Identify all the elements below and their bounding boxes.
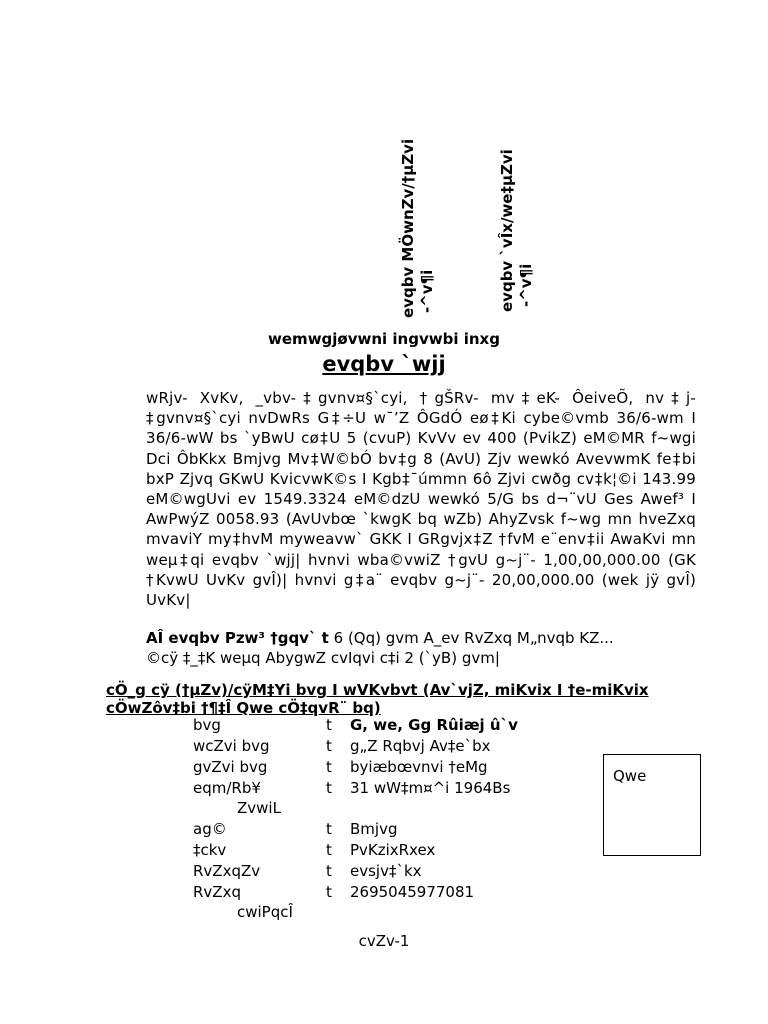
info-label: ‡ckv	[193, 841, 227, 859]
page-number: cvZv-1	[358, 932, 410, 950]
info-label: bvg	[193, 716, 221, 734]
info-label: RvZxqZv	[193, 862, 261, 880]
info-separator: t	[326, 758, 332, 776]
info-value: Bmjvg	[350, 820, 398, 838]
info-label-continuation: ZvwiL	[237, 799, 281, 817]
contract-term-line1	[146, 628, 696, 648]
info-value: PvKzixRxex	[350, 841, 436, 859]
info-separator: t	[326, 716, 332, 734]
info-label: gvZvi bvg	[193, 758, 268, 776]
contract-term-text: 6 (Qq) gvm A_ev RvZxq M„nvqb KZ...	[328, 629, 614, 647]
contract-term-label: AÎ evqbv Pzw³ †gqv` t	[146, 629, 329, 647]
info-separator: t	[326, 862, 332, 880]
info-separator: t	[326, 779, 332, 797]
body-paragraph: wRjv- XvKv, _vbv-‡gvnv¤§`cyi, †gŠRv- mv‡eK- ÔeiveÕ, nv‡j- ‡gvnv¤§`cyi nvDwRs G‡÷U w¯’Z ÔGdÓ eø‡Ki cybe©vmb 36/6-wm I 36/6-wW bs `yBwU cø‡U 5 (cvuP) KvVv ev 400 (PvikZ) eM©MR f~wgi Dci ÔbKkx Bmjvg Mv‡W©bÓ bv‡g 8 (AvU) Zjv wewkó AvevwmK fe‡bi bxP Zjvq GKwU KvicvwK©s I Kgb‡¯úmmn 6ô Zjvi cwðg cv‡k¦©i 143.99 eM©wgUvi ev 1549.3324 eM©dzU wewkó 5/G bs d¬¨vU Ges Awef³ I AwPwýZ 0058.93 (AvUvbœ `kwgK bq wZb) AhyZvsk f~wg mn hveZxq mvaviY my‡hvM myweavw` GKK I GRgvjx‡Z †fvM e¨env‡ii AwaKvi mn weµ‡qi evqbv `wjj| hvnvi wba©vwiZ †gvU g~j¨- 1,00,00,000.00 (GK †KvwU UvKv gvÎ)| hvnvi g‡a¨ evqbv g~j¨- 20,00,000.00 (wek jÿ gvÎ) UvKv|	[146, 389, 696, 610]
info-value: g„Z Rqbvj Av‡e`bx	[350, 737, 491, 755]
info-separator: t	[326, 841, 332, 859]
info-value: G, we, Gg Rûiæj û`v	[350, 716, 518, 734]
contract-term-paragraph	[146, 628, 696, 668]
info-separator: t	[326, 820, 332, 838]
contract-term-line2: ©cÿ ‡_‡K weµq AbygwZ cvIqvi c‡i 2 (`yB) gvm|	[146, 649, 500, 667]
info-value: evsjv‡`kx	[350, 862, 422, 880]
document-title: evqbv `wjj	[322, 352, 446, 376]
info-value: 31 wW‡m¤^i 1964Bs	[350, 779, 511, 797]
info-label: eqm/Rb¥	[193, 779, 261, 797]
vertical-header-line1: evqbv `vÎx/we‡µZvi	[498, 149, 516, 312]
section-heading: cÖ_g cÿ (†µZv)/cÿM‡Yi bvg I wVKvbvt (Av`vjZ, miKvix I †e-miKvix cÖwZôv‡bi †¶‡Î Qwe cÖ‡qvR¨ bq)	[106, 681, 649, 717]
vertical-header-line2: -^v¶i	[418, 269, 436, 313]
invocation-line: wemwgjøvwni ingvwbi inxg	[268, 330, 500, 348]
info-label: ag©	[193, 820, 227, 838]
vertical-header-seller-signature	[498, 149, 536, 312]
info-label-continuation: cwiPqcÎ	[237, 903, 293, 921]
info-label: RvZxq	[193, 883, 241, 901]
photo-label: Qwe	[613, 767, 647, 785]
photo-placeholder-box	[603, 754, 701, 856]
info-label: wcZvi bvg	[193, 737, 270, 755]
vertical-header-line2: -^v¶i	[517, 263, 535, 307]
info-separator: t	[326, 737, 332, 755]
info-separator: t	[326, 883, 332, 901]
vertical-header-line1: evqbv MÖwnZv/†µZvi	[399, 138, 417, 318]
vertical-header-buyer-signature	[399, 139, 437, 318]
info-value: byiæbœvnvi †eMg	[350, 758, 488, 776]
info-value: 2695045977081	[350, 883, 475, 901]
